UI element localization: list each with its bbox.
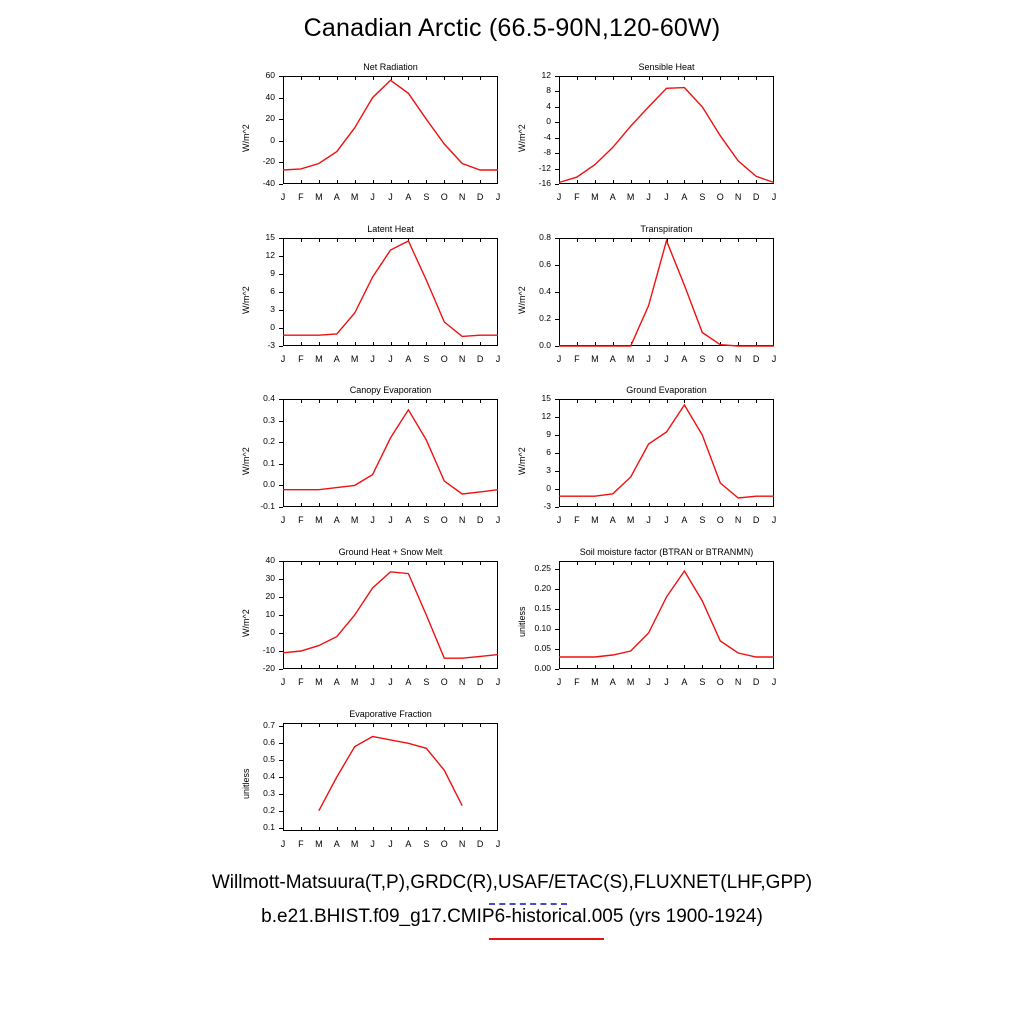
x-tick-label: A (405, 354, 412, 364)
series-line (223, 224, 518, 380)
page-title: Canadian Arctic (66.5-90N,120-60W) (303, 14, 721, 42)
y-tick-label: 12 (265, 250, 275, 260)
x-tick-label: F (298, 839, 304, 849)
x-tick-label: J (556, 354, 562, 364)
x-tick-label: J (495, 354, 501, 364)
x-tick-label: J (388, 677, 393, 687)
x-tick-label: S (699, 192, 706, 202)
y-axis-label: unitless (517, 606, 527, 637)
x-tick-label: M (350, 677, 359, 687)
x-tick-label: A (681, 354, 688, 364)
x-tick-label: J (280, 677, 286, 687)
model-legend-line (489, 938, 604, 940)
y-tick-label: 4 (546, 100, 551, 111)
x-tick-label: N (458, 354, 466, 364)
chart-panel (499, 62, 794, 218)
x-tick-label: S (423, 839, 430, 849)
x-tick-label: J (556, 677, 562, 687)
y-tick-label: 15 (265, 232, 275, 242)
x-tick-label: M (315, 515, 323, 525)
x-tick-label: A (405, 192, 412, 202)
y-tick-label: 0.15 (534, 603, 551, 613)
y-axis-label: W/m^2 (241, 124, 251, 152)
chart-panel (223, 224, 518, 380)
x-tick-label: J (388, 192, 393, 202)
series-line (223, 385, 518, 541)
y-tick-label: 0.7 (263, 720, 275, 731)
x-tick-label: J (388, 354, 393, 364)
y-tick-label: 6 (270, 286, 275, 296)
y-tick-label: 9 (546, 429, 551, 439)
x-tick-label: J (370, 515, 375, 525)
y-axis-label: unitless (241, 768, 251, 799)
x-tick-label: A (333, 354, 340, 364)
x-tick-label: J (646, 354, 651, 364)
x-tick-label: J (646, 192, 651, 202)
x-tick-label: N (458, 839, 466, 849)
x-tick-label: J (280, 515, 286, 525)
x-tick-label: O (440, 677, 448, 687)
x-tick-label: M (315, 354, 323, 364)
y-tick-label: 0.2 (263, 436, 275, 447)
x-tick-label: J (646, 515, 651, 525)
x-tick-label: J (495, 677, 501, 687)
x-tick-label: F (574, 515, 580, 525)
y-tick-label: 0 (546, 116, 551, 127)
x-tick-label: J (664, 677, 669, 687)
y-axis-label: W/m^2 (517, 447, 527, 475)
y-axis-label: W/m^2 (517, 124, 527, 152)
x-tick-label: J (370, 354, 375, 364)
y-tick-label: 9 (270, 268, 275, 278)
x-tick-label: N (734, 515, 742, 525)
series-line (223, 547, 518, 703)
x-tick-label: D (476, 192, 484, 202)
x-tick-label: D (752, 354, 760, 364)
series-line (499, 62, 794, 218)
y-tick-label: 0.2 (263, 804, 275, 815)
y-tick-label: 0.6 (539, 259, 551, 269)
y-tick-label: 0.2 (539, 313, 551, 323)
x-tick-label: D (752, 677, 760, 687)
x-tick-label: J (556, 192, 562, 202)
x-tick-label: D (476, 515, 484, 525)
x-tick-label: A (609, 515, 616, 525)
x-tick-label: M (315, 192, 323, 202)
chart-panel (223, 547, 518, 703)
series-line (223, 709, 518, 865)
y-tick-label: 20 (265, 591, 275, 601)
panel-title: Ground Evaporation (626, 385, 707, 395)
x-tick-label: F (574, 354, 580, 364)
x-tick-label: D (752, 192, 760, 202)
y-axis-label: W/m^2 (241, 609, 251, 637)
footer-line-2: b.e21.BHIST.f09_g17.CMIP6-historical.005 (yrs 1900-1924) (261, 906, 763, 927)
x-tick-label: J (370, 192, 375, 202)
x-tick-label: S (699, 354, 706, 364)
x-tick-label: J (280, 192, 286, 202)
x-tick-label: F (574, 192, 580, 202)
x-tick-label: J (370, 839, 375, 849)
y-tick-label: 0.20 (534, 583, 551, 593)
x-tick-label: J (556, 515, 562, 525)
chart-panel (223, 385, 518, 541)
y-tick-label: 12 (541, 411, 551, 421)
x-tick-label: J (664, 515, 669, 525)
x-tick-label: J (388, 839, 393, 849)
x-tick-label: M (350, 354, 359, 364)
panel-title: Soil moisture factor (BTRAN or BTRANMN) (579, 547, 754, 557)
x-tick-label: O (716, 515, 724, 525)
y-tick-label: 8 (546, 85, 551, 96)
chart-panel (499, 385, 794, 541)
series-line (499, 547, 794, 703)
y-tick-label: 0.8 (539, 232, 551, 242)
x-tick-label: D (752, 515, 760, 525)
panel-title: Latent Heat (367, 224, 414, 234)
x-tick-label: J (664, 354, 669, 364)
x-tick-label: J (771, 192, 777, 202)
x-tick-label: D (476, 354, 484, 364)
y-tick-label: 0 (270, 627, 275, 637)
y-tick-label: 0.6 (263, 737, 275, 748)
y-tick-label: 0.05 (534, 643, 551, 653)
y-tick-label: 40 (265, 91, 275, 102)
x-tick-label: N (734, 354, 742, 364)
y-tick-label: 10 (265, 609, 275, 619)
chart-panel (223, 62, 518, 218)
x-tick-label: N (458, 515, 466, 525)
y-tick-label: 0.0 (263, 479, 275, 490)
y-tick-label: 0 (546, 483, 551, 493)
x-tick-label: F (574, 677, 580, 687)
panel-title: Net Radiation (363, 62, 418, 72)
y-tick-label: -20 (262, 663, 275, 673)
x-tick-label: O (440, 354, 448, 364)
y-tick-label: 3 (270, 304, 275, 314)
x-tick-label: N (734, 677, 742, 687)
x-tick-label: S (423, 515, 430, 525)
x-tick-label: O (716, 192, 724, 202)
x-tick-label: O (716, 677, 724, 687)
x-tick-label: D (476, 677, 484, 687)
y-tick-label: 3 (546, 465, 551, 475)
y-tick-label: 0 (270, 322, 275, 332)
x-tick-label: M (626, 677, 635, 687)
y-tick-label: 0.5 (263, 754, 275, 765)
y-tick-label: -0.1 (260, 501, 275, 511)
y-tick-label: 30 (265, 573, 275, 583)
x-tick-label: J (280, 839, 286, 849)
series-line (223, 62, 518, 218)
x-tick-label: M (626, 192, 635, 202)
x-tick-label: F (298, 354, 304, 364)
x-tick-label: J (664, 192, 669, 202)
x-tick-label: M (350, 839, 359, 849)
x-tick-label: M (591, 515, 599, 525)
x-tick-label: J (771, 515, 777, 525)
y-tick-label: -8 (543, 147, 551, 158)
y-axis-label: W/m^2 (241, 447, 251, 475)
x-tick-label: N (734, 192, 742, 202)
series-line (499, 224, 794, 380)
y-tick-label: 0.4 (263, 393, 275, 403)
x-tick-label: A (333, 839, 340, 849)
y-tick-label: -4 (543, 131, 551, 142)
x-tick-label: M (315, 677, 323, 687)
y-tick-label: -10 (262, 645, 275, 655)
obs-legend-dash (489, 903, 567, 905)
y-tick-label: -3 (543, 501, 551, 511)
x-tick-label: A (333, 515, 340, 525)
panel-title: Evaporative Fraction (349, 709, 432, 719)
x-tick-label: O (440, 515, 448, 525)
x-tick-label: A (681, 192, 688, 202)
footer-line-1: Willmott-Matsuura(T,P),GRDC(R),USAF/ETAC(S),FLUXNET(LHF,GPP) (211, 872, 813, 893)
y-tick-label: -40 (262, 178, 275, 188)
x-tick-label: M (591, 677, 599, 687)
x-tick-label: A (609, 677, 616, 687)
x-tick-label: A (333, 192, 340, 202)
y-tick-label: 0.4 (263, 771, 275, 781)
panel-title: Sensible Heat (638, 62, 695, 72)
x-tick-label: D (476, 839, 484, 849)
x-tick-label: J (495, 839, 501, 849)
chart-panel (499, 224, 794, 380)
x-tick-label: O (440, 839, 448, 849)
x-tick-label: F (298, 192, 304, 202)
panel-title: Transpiration (640, 224, 693, 234)
y-tick-label: 60 (265, 70, 275, 80)
y-tick-label: 0.00 (534, 663, 551, 673)
x-tick-label: A (405, 839, 412, 849)
y-axis-label: W/m^2 (517, 286, 527, 314)
x-tick-label: J (495, 192, 501, 202)
x-tick-label: M (350, 515, 359, 525)
x-tick-label: N (458, 192, 466, 202)
x-tick-label: J (370, 677, 375, 687)
x-tick-label: M (591, 192, 599, 202)
x-tick-label: S (699, 515, 706, 525)
x-tick-label: M (626, 354, 635, 364)
x-tick-label: M (315, 839, 323, 849)
panel-title: Canopy Evaporation (349, 385, 432, 395)
y-tick-label: 0.1 (263, 457, 275, 468)
y-tick-label: 0.3 (263, 414, 275, 425)
y-tick-label: -16 (538, 178, 551, 188)
y-tick-label: 0.0 (539, 340, 551, 350)
x-tick-label: A (609, 354, 616, 364)
x-tick-label: M (350, 192, 359, 202)
chart-panel (223, 709, 518, 865)
x-tick-label: F (298, 677, 304, 687)
y-tick-label: 0.25 (534, 563, 551, 573)
y-tick-label: 6 (546, 447, 551, 457)
x-tick-label: S (423, 192, 430, 202)
y-tick-label: 40 (265, 555, 275, 565)
x-tick-label: O (716, 354, 724, 364)
x-tick-label: A (681, 677, 688, 687)
y-tick-label: -20 (262, 156, 275, 167)
y-axis-label: W/m^2 (241, 286, 251, 314)
x-tick-label: J (280, 354, 286, 364)
x-tick-label: J (495, 515, 501, 525)
x-tick-label: S (699, 677, 706, 687)
y-tick-label: -12 (538, 162, 551, 173)
x-tick-label: J (646, 677, 651, 687)
x-tick-label: F (298, 515, 304, 525)
y-tick-label: 12 (541, 70, 551, 80)
x-tick-label: J (771, 354, 777, 364)
panel-title: Ground Heat + Snow Melt (338, 547, 443, 557)
x-tick-label: M (591, 354, 599, 364)
chart-panel (499, 547, 794, 703)
x-tick-label: A (333, 677, 340, 687)
x-tick-label: O (440, 192, 448, 202)
y-tick-label: 0.3 (263, 787, 275, 798)
y-tick-label: 15 (541, 393, 551, 403)
y-tick-label: 0.4 (539, 286, 551, 296)
x-tick-label: A (405, 515, 412, 525)
y-tick-label: -3 (267, 340, 275, 350)
y-tick-label: 20 (265, 113, 275, 124)
x-tick-label: A (405, 677, 412, 687)
y-tick-label: 0.1 (263, 821, 275, 832)
x-tick-label: J (388, 515, 393, 525)
x-tick-label: J (771, 677, 777, 687)
y-tick-label: 0.10 (534, 623, 551, 633)
x-tick-label: A (609, 192, 616, 202)
x-tick-label: A (681, 515, 688, 525)
x-tick-label: S (423, 677, 430, 687)
x-tick-label: S (423, 354, 430, 364)
y-tick-label: 0 (270, 134, 275, 145)
x-tick-label: N (458, 677, 466, 687)
x-tick-label: M (626, 515, 635, 525)
series-line (499, 385, 794, 541)
